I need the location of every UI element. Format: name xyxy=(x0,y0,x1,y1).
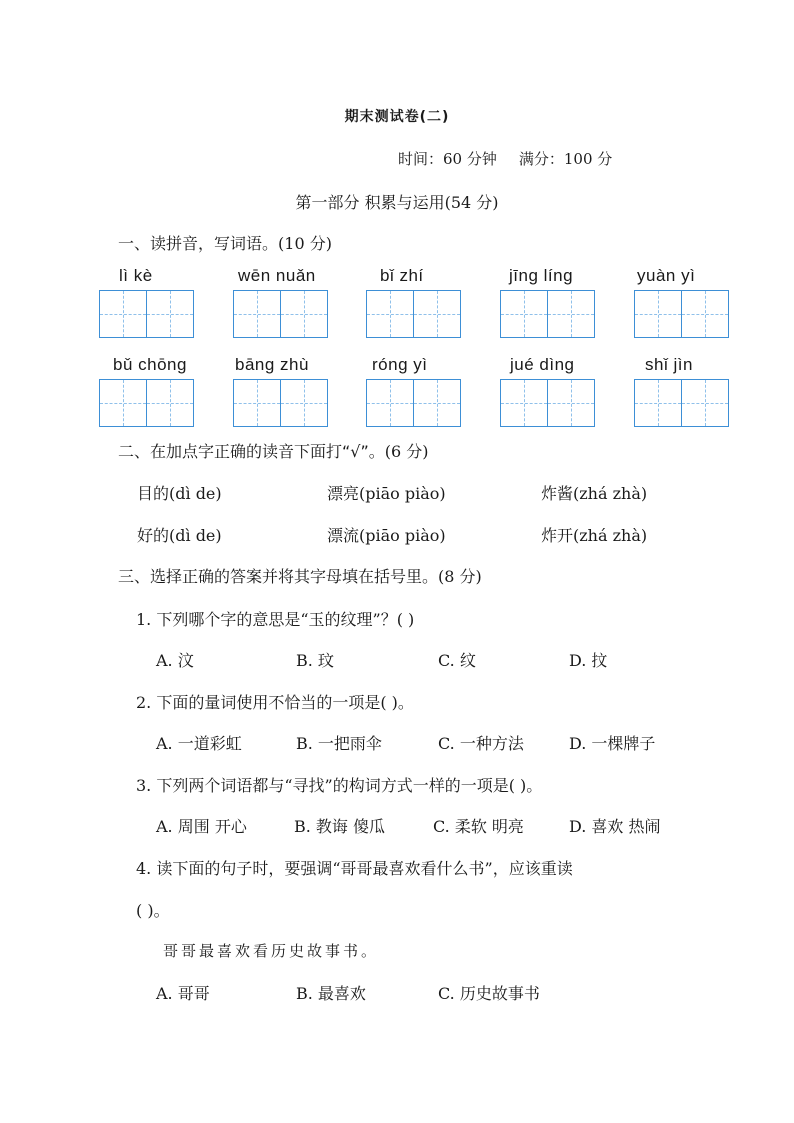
exam-meta xyxy=(398,148,612,169)
reading-choice[interactable]: 好的(dì de) xyxy=(137,526,222,545)
writing-grid[interactable] xyxy=(233,290,328,338)
question-stem: 3. 下列两个词语都与“寻找”的构词方式一样的一项是( )。 xyxy=(136,776,543,795)
pinyin-label: bǐ zhí xyxy=(380,266,424,285)
writing-grid[interactable] xyxy=(500,290,595,338)
q1-heading-text: 一、读拼音，写词语。 xyxy=(118,234,279,253)
answer-option[interactable]: A. 哥哥 xyxy=(156,984,210,1003)
answer-option[interactable]: B. 教诲 傻瓜 xyxy=(294,817,386,836)
time-limit: 时间：60 分钟 xyxy=(398,150,497,168)
reading-choice[interactable]: 漂流(piāo piào) xyxy=(327,526,446,545)
pinyin-label: róng yì xyxy=(372,355,428,374)
q1-heading xyxy=(118,231,332,254)
reading-choice[interactable]: 炸开(zhá zhà) xyxy=(541,526,648,545)
answer-option[interactable]: B. 玟 xyxy=(296,651,334,670)
answer-option[interactable]: D. 喜欢 热闹 xyxy=(569,817,661,836)
answer-option[interactable]: A. 周围 开心 xyxy=(156,817,247,836)
writing-grid[interactable] xyxy=(366,379,461,427)
pinyin-label: jué dìng xyxy=(510,355,575,374)
part-heading: 第一部分 积累与运用(54 分) xyxy=(295,193,499,212)
example-sentence: 哥哥最喜欢看历史故事书。 xyxy=(163,942,380,960)
answer-option[interactable]: B. 最喜欢 xyxy=(296,984,366,1003)
q3-points: (8 分) xyxy=(438,567,482,586)
pinyin-label: wēn nuǎn xyxy=(238,266,316,285)
answer-option[interactable]: C. 纹 xyxy=(438,651,476,670)
q2-heading xyxy=(118,439,429,462)
answer-option[interactable]: D. 抆 xyxy=(569,651,608,670)
writing-grid[interactable] xyxy=(634,290,729,338)
writing-grid[interactable] xyxy=(634,379,729,427)
answer-option[interactable]: B. 一把雨伞 xyxy=(296,734,382,753)
writing-grid[interactable] xyxy=(99,290,194,338)
writing-grid[interactable] xyxy=(233,379,328,427)
pinyin-label: bǔ chōng xyxy=(113,355,187,374)
answer-option[interactable]: A. 汶 xyxy=(156,651,194,670)
reading-choice[interactable]: 炸酱(zhá zhà) xyxy=(541,484,648,503)
q2-heading-text: 二、在加点字正确的读音下面打“√”。 xyxy=(118,442,385,461)
pinyin-label: shǐ jìn xyxy=(645,355,693,374)
q1-points: (10 分) xyxy=(278,234,332,253)
answer-option[interactable]: A. 一道彩虹 xyxy=(156,734,242,753)
reading-choice[interactable]: 目的(dì de) xyxy=(137,484,222,503)
writing-grid[interactable] xyxy=(500,379,595,427)
pinyin-label: yuàn yì xyxy=(637,266,696,285)
question-stem: 4. 读下面的句子时，要强调“哥哥最喜欢看什么书”，应该重读 xyxy=(136,859,573,878)
question-stem: 2. 下面的量词使用不恰当的一项是( )。 xyxy=(136,693,414,712)
pinyin-label: bāng zhù xyxy=(235,355,309,374)
answer-option[interactable]: C. 历史故事书 xyxy=(438,984,540,1003)
q3-heading xyxy=(118,564,482,587)
full-score: 满分：100 分 xyxy=(518,150,613,168)
writing-grid[interactable] xyxy=(99,379,194,427)
answer-option[interactable]: C. 柔软 明亮 xyxy=(433,817,524,836)
q3-heading-text: 三、选择正确的答案并将其字母填在括号里。 xyxy=(118,567,439,586)
question-stem-continuation: ( )。 xyxy=(136,901,170,920)
pinyin-label: jīng líng xyxy=(509,266,574,285)
page-title: 期末测试卷(二) xyxy=(344,109,450,125)
writing-grid[interactable] xyxy=(366,290,461,338)
question-stem: 1. 下列哪个字的意思是“玉的纹理”？( ) xyxy=(136,610,415,629)
q2-points: (6 分) xyxy=(384,442,429,461)
pinyin-label: lì kè xyxy=(119,266,153,285)
reading-choice[interactable]: 漂亮(piāo piào) xyxy=(327,484,446,503)
answer-option[interactable]: D. 一棵牌子 xyxy=(569,734,656,753)
answer-option[interactable]: C. 一种方法 xyxy=(438,734,524,753)
